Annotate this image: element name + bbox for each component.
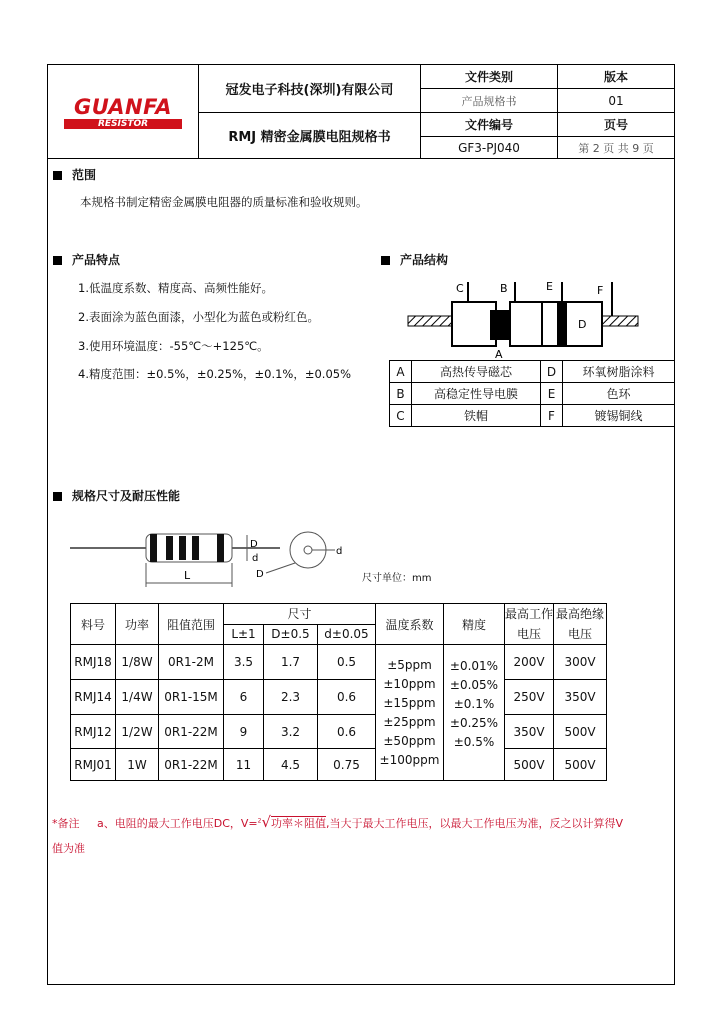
table-cell: B (390, 383, 412, 405)
table-cell: ±0.01% (449, 659, 499, 673)
table-cell: 500V (505, 749, 554, 781)
table-cell: A (390, 361, 412, 383)
table-row (71, 680, 607, 715)
table-cell: 0R1-22M (159, 715, 224, 749)
table-cell: 6 (224, 680, 264, 715)
label-f: F (597, 284, 604, 297)
table-cell: ±50ppm (383, 733, 436, 748)
table-row (71, 749, 607, 781)
label-d: D (578, 318, 587, 331)
tolerance-cell (444, 645, 505, 781)
features-heading: 产品特点 (53, 251, 120, 268)
doc-no-label: 文件编号 (421, 113, 558, 137)
table-cell: 1/8W (116, 645, 159, 680)
specs-heading: 规格尺寸及耐压性能 (53, 487, 180, 504)
table-cell: 1W (116, 749, 159, 781)
doc-type-label: 文件类别 (421, 65, 558, 89)
structure-heading: 产品结构 (381, 251, 448, 268)
table-cell: RMJ14 (71, 680, 116, 715)
feature-item: 3.使用环境温度：-55℃～+125℃。 (78, 339, 269, 353)
table-cell: L (184, 569, 191, 582)
table-cell: *备注 (52, 817, 80, 830)
table-cell: 1/4W (116, 680, 159, 715)
table-cell: 300V (554, 645, 607, 680)
note-line-2: 值为准 (52, 842, 85, 855)
table-cell: ±0.5% (453, 735, 495, 749)
note-line: *备注 a、电阻的最大工作电压DC，V=$^2$√功率＊阻值,当大于最大工作电压，以最大工作电压为准，反之以计算得V (52, 813, 624, 831)
version-label: 版本 (558, 65, 675, 89)
table-cell: 350V (505, 715, 554, 749)
table-cell: 250V (505, 680, 554, 715)
table-cell: ±25ppm (383, 714, 436, 729)
tcr-cell (376, 645, 444, 781)
dimension-diagram (70, 525, 360, 590)
label-c: C (456, 282, 464, 295)
table-cell: RESISTOR (64, 119, 182, 129)
table-cell: E (541, 383, 563, 405)
table-cell: ±0.05% (449, 678, 499, 692)
table-cell: 2 (257, 817, 262, 825)
table-cell: 料号 (71, 604, 116, 645)
logo (48, 65, 199, 159)
label-a: A (495, 348, 503, 358)
header-table (47, 64, 675, 159)
table-cell: 温度系数 (376, 604, 444, 645)
table-cell: 最高工作电压 (505, 604, 554, 645)
version-value: 01 (558, 89, 675, 113)
feature-item: 2.表面涂为蓝色面漆，小型化为蓝色或粉红色。 (78, 310, 319, 324)
table-cell: D (256, 569, 264, 580)
feature-item: 1.低温度系数、精度高、高频性能好。 (78, 281, 273, 295)
table-cell: RMJ18 (71, 645, 116, 680)
table-cell: 功率＊阻值 (271, 817, 327, 830)
scope-heading: 范围 (53, 166, 96, 183)
table-cell: 最高绝缘电压 (554, 604, 607, 645)
table-cell: 高热传导磁芯 (412, 361, 541, 383)
table-cell: ±0.1% (453, 697, 495, 711)
table-cell: 350V (554, 680, 607, 715)
spec-table (70, 603, 607, 781)
table-cell: 1.7 (264, 645, 318, 680)
table-cell: ±10ppm (383, 676, 436, 691)
table-cell: 3.2 (264, 715, 318, 749)
table-cell: 0.6 (318, 715, 376, 749)
table-cell: 镀锡铜线 (563, 405, 675, 427)
label-e: E (546, 280, 553, 293)
table-cell: 0.6 (318, 680, 376, 715)
doc-type-value: 产品规格书 (421, 89, 558, 113)
table-cell: d (252, 553, 259, 564)
table-cell: 0.5 (318, 645, 376, 680)
scope-text: 本规格书制定精密金属膜电阻器的质量标准和验收规则。 (80, 195, 368, 209)
table-cell: D (541, 361, 563, 383)
doc-no-value: GF3-PJ040 (421, 137, 558, 159)
table-cell: ,当大于最大工作电压，以最大工作电压为准，反之以计算得V (326, 817, 624, 830)
table-cell: 铁帽 (412, 405, 541, 427)
table-cell: F (541, 405, 563, 427)
table-cell: 0R1-15M (159, 680, 224, 715)
page-value: 第 2 页 共 9 页 (558, 137, 675, 159)
table-cell: 高稳定性导电膜 (412, 383, 541, 405)
table-cell: 0R1-2M (159, 645, 224, 680)
table-cell: RMJ01 (71, 749, 116, 781)
table-cell: 功率 (116, 604, 159, 645)
table-cell: ±0.25% (449, 716, 499, 730)
company-name: 冠发电子科技(深圳)有限公司 (199, 65, 421, 113)
table-cell: a、电阻的最大工作电压DC，V= (96, 817, 258, 830)
table-cell: ±15ppm (383, 695, 436, 710)
table-cell: ±5ppm (387, 657, 432, 672)
table-cell: GUANFA (73, 94, 173, 119)
table-cell: 0R1-22M (159, 749, 224, 781)
table-cell: 200V (505, 645, 554, 680)
table-row (71, 715, 607, 749)
table-cell: 尺寸 (224, 604, 376, 625)
table-cell: 2.3 (264, 680, 318, 715)
feature-item: 4.精度范围：±0.5%，±0.25%，±0.1%，±0.05% (78, 367, 352, 381)
table-cell: d (336, 546, 343, 557)
table-cell: 精度 (444, 604, 505, 645)
table-cell: L±1 (224, 624, 264, 645)
table-cell: 1/2W (116, 715, 159, 749)
structure-legend-table (389, 360, 675, 427)
table-cell: D±0.5 (264, 624, 318, 645)
resistor-structure-diagram (400, 280, 640, 358)
table-cell: 阻值范围 (159, 604, 224, 645)
page-label: 页号 (558, 113, 675, 137)
table-cell: 500V (554, 715, 607, 749)
table-cell: 4.5 (264, 749, 318, 781)
table-cell: ±100ppm (379, 752, 440, 767)
table-cell: 11 (224, 749, 264, 781)
table-cell: 3.5 (224, 645, 264, 680)
table-cell: 0.75 (318, 749, 376, 781)
label-b: B (500, 282, 508, 295)
table-cell: d±0.05 (318, 624, 376, 645)
table-cell: D (250, 539, 258, 550)
unit-note: 尺寸单位：mm (362, 573, 432, 584)
doc-title: RMJ 精密金属膜电阻规格书 (199, 113, 421, 159)
table-cell: 9 (224, 715, 264, 749)
table-cell: C (390, 405, 412, 427)
table-row (71, 645, 607, 680)
table-cell: 色环 (563, 383, 675, 405)
table-cell: RMJ12 (71, 715, 116, 749)
table-cell: 500V (554, 749, 607, 781)
table-cell: 环氧树脂涂料 (563, 361, 675, 383)
